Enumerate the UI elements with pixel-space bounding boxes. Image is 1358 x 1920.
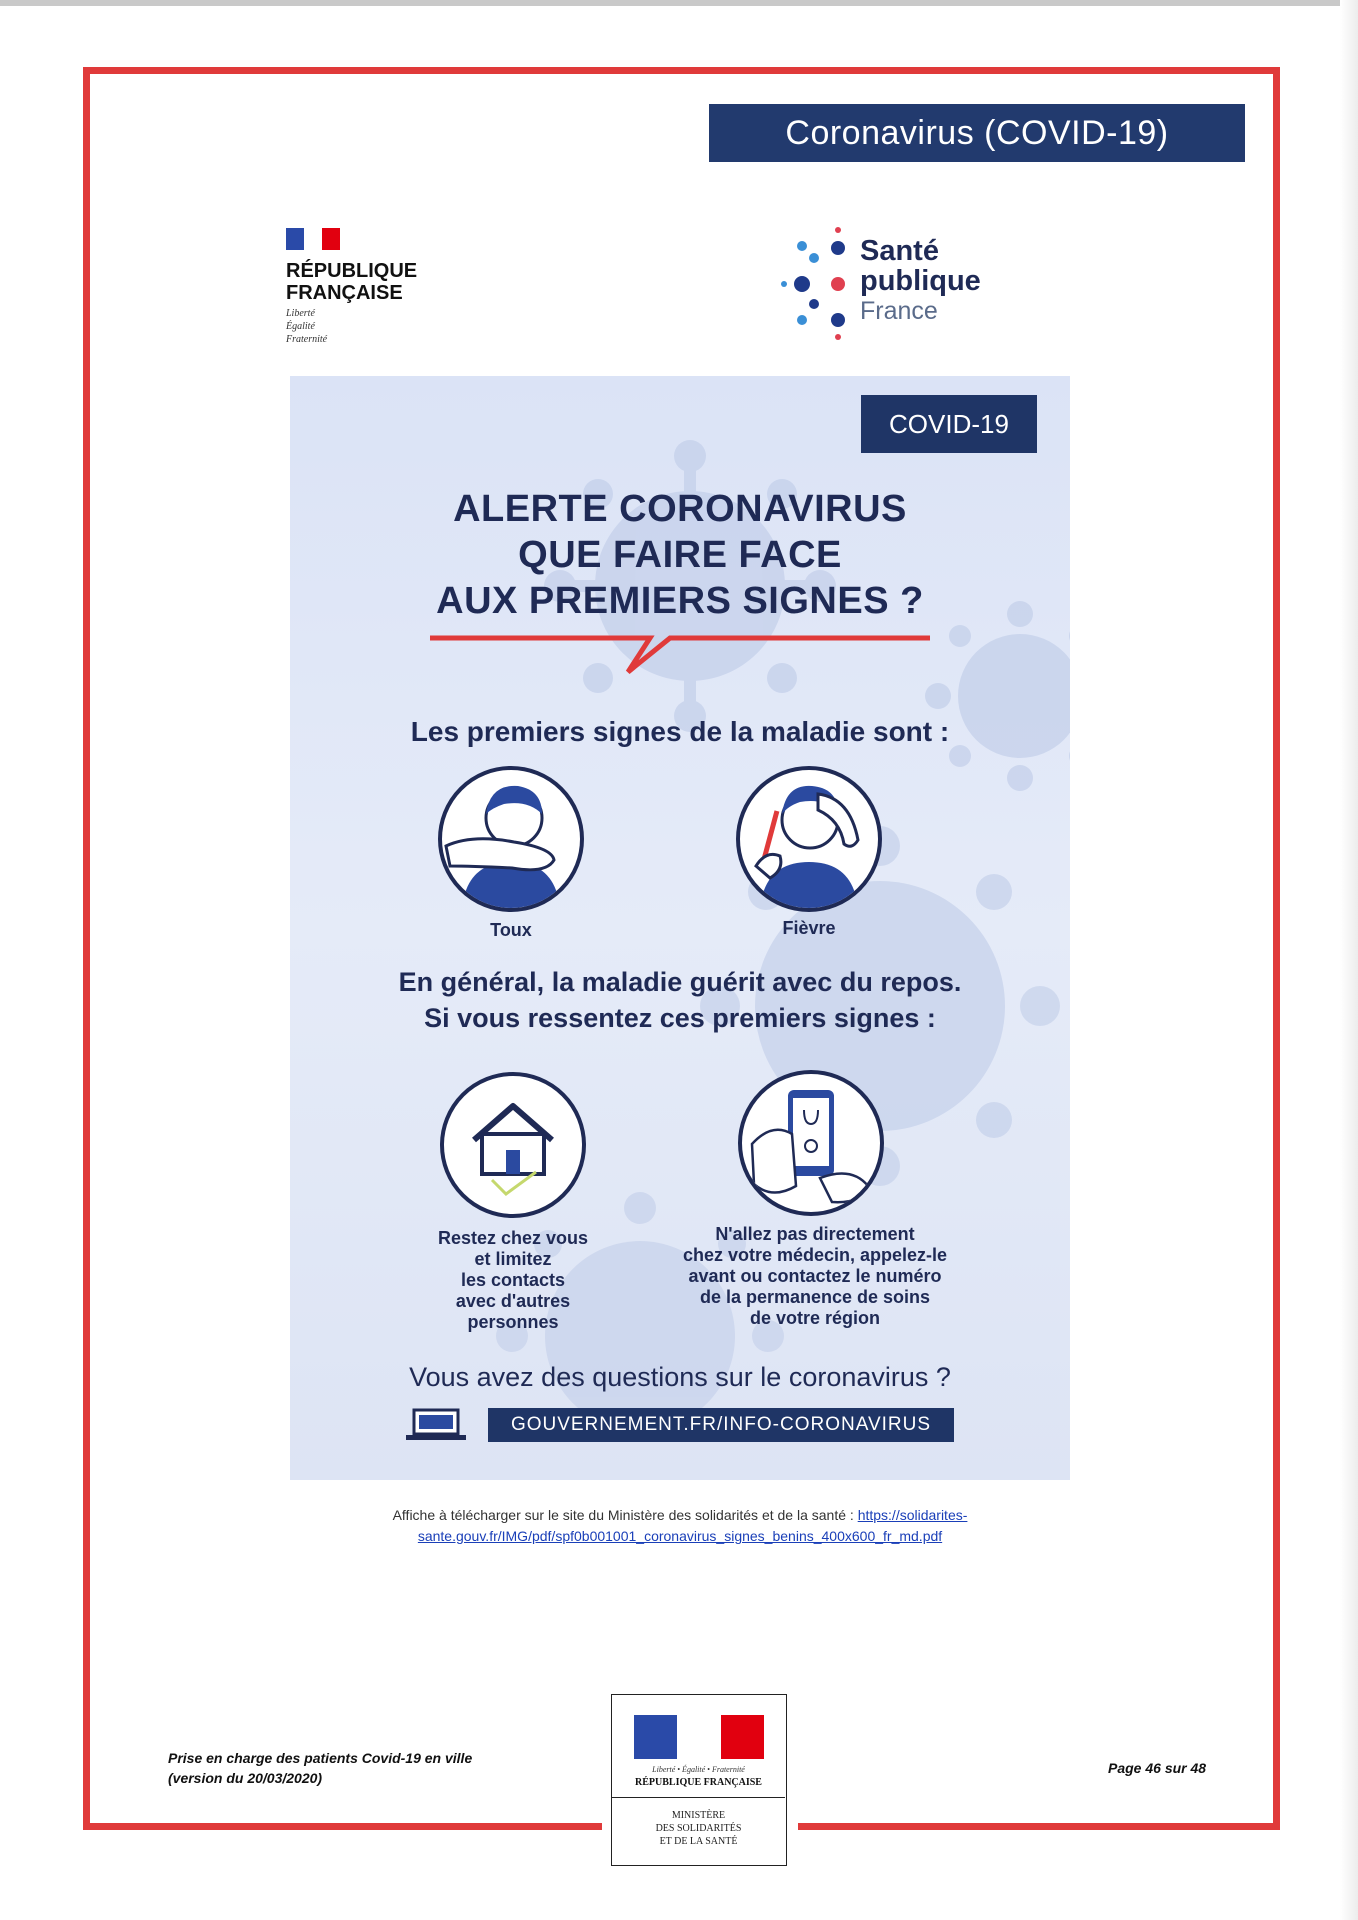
- healing-text: En général, la maladie guérit avec du repos. Si vous ressentez ces premiers signes :: [398, 967, 962, 1033]
- laptop-icon: [406, 1408, 466, 1442]
- speech-bubble-underline-icon: [430, 630, 930, 678]
- fever-icon: [736, 766, 882, 912]
- call-doctor-advice: N'allez pas directement chez votre médecin, appelez-le avant ou contactez le numéro de la permanence de soins de votre région: [682, 1224, 948, 1328]
- questions-text: Vous avez des questions sur le coronavirus ?: [409, 1362, 951, 1392]
- header-banner: Coronavirus (COVID-19): [709, 104, 1245, 162]
- covid-poster: [290, 376, 1070, 1480]
- flag-icon: [286, 228, 340, 250]
- stay-home-advice: Restez chez vous et limitez les contacts avec d'autres personnes: [437, 1228, 589, 1332]
- page-number: Page 46 sur 48: [1108, 1760, 1207, 1776]
- house-icon: [440, 1072, 586, 1218]
- fever-label: Fièvre: [782, 918, 836, 938]
- covid-badge: COVID-19: [861, 395, 1037, 453]
- scan-top-edge: [0, 0, 1358, 6]
- download-url-link-cont[interactable]: sante.gouv.fr/IMG/pdf/spf0b001001_coronavirus_signes_benins_400x600_fr_md.pdf: [417, 1528, 943, 1544]
- gouvernement-info-link[interactable]: GOUVERNEMENT.FR/INFO-CORONAVIRUS: [488, 1408, 954, 1442]
- signs-heading: Les premiers signes de la maladie sont :: [410, 716, 950, 747]
- rf-title: RÉPUBLIQUE FRANÇAISE: [286, 260, 418, 304]
- ministry-divider: [612, 1797, 785, 1798]
- rf-motto: Liberté Égalité Fraternité: [286, 308, 328, 345]
- download-url-link[interactable]: https://solidarites-: [857, 1507, 968, 1523]
- scan-right-edge: [1340, 0, 1358, 1920]
- republique-francaise-logo: [286, 228, 417, 346]
- phone-icon: [738, 1070, 884, 1216]
- cough-label: Toux: [490, 920, 532, 940]
- marianne-flag-icon: [634, 1715, 764, 1759]
- ministry-name: MINISTÈRE DES SOLIDARITÉS ET DE LA SANTÉ: [655, 1810, 742, 1847]
- ministry-logo: Liberté • Égalité • Fraternité RÉPUBLIQUE FRANÇAISE MINISTÈRE DES SOLIDARITÉS ET DE LA SANTÉ: [611, 1694, 787, 1866]
- sante-publique-wordmark: Santé publique France: [860, 235, 981, 325]
- download-caption: Affiche à télécharger sur le site du Ministère des solidarités et de la santé : https://solidarites- sante.gouv.fr/IMG/pdf/spf0b001001_coronavirus_signes_benins_400x600_fr_md.pdf: [392, 1507, 968, 1544]
- document-footer-title: Prise en charge des patients Covid-19 en ville (version du 20/03/2020): [168, 1750, 473, 1786]
- cough-icon: [438, 766, 584, 912]
- alert-title: ALERTE CORONAVIRUS QUE FAIRE FACE AUX PREMIERS SIGNES ?: [436, 488, 924, 622]
- virus-decoration-icon: [920, 596, 1070, 796]
